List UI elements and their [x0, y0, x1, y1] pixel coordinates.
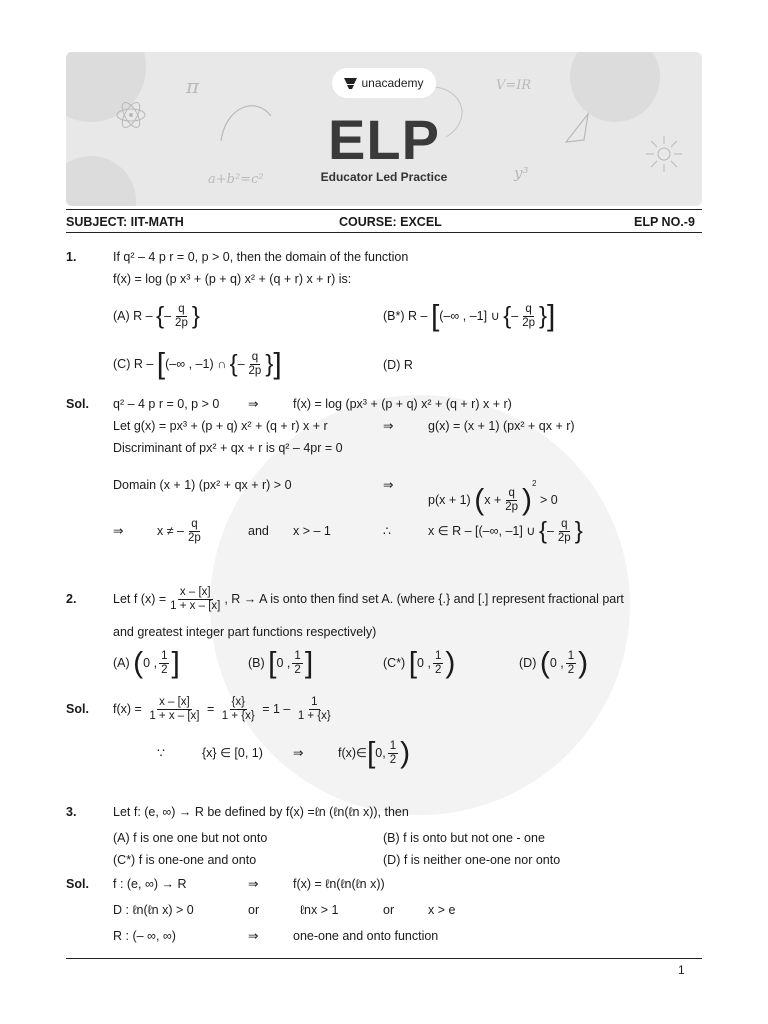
- exponent: 2: [532, 479, 537, 488]
- option-a: (A) R – {– $\frac{q}{2p}$ }: [113, 302, 200, 330]
- interval: (–∞ , –1] ∪: [439, 309, 500, 323]
- implies-symbol: ⇒: [248, 397, 259, 411]
- question-number: 1.: [66, 250, 77, 264]
- fraction: $\frac{q}{2p}$: [557, 518, 571, 545]
- solution-label: Sol.: [66, 702, 89, 716]
- solution-step: f(x) = ℓn(ℓn(ℓn x)): [293, 877, 385, 891]
- solution-step: q² – 4 p r = 0, p > 0: [113, 397, 220, 411]
- elp-title: ELP: [328, 108, 440, 171]
- solution-step: Discriminant of px² + qx + r is q² – 4pr = 0: [113, 441, 343, 455]
- fraction: $\frac{x - [x]}{1 + x - [x]}$: [149, 696, 200, 723]
- question-text: Let f (x) = $\frac{x - [x]}{1 + x - [x]}$ , R → A is onto then find set A. (where {.} and [.] represent fractional part: [113, 586, 624, 613]
- decor-pi: π: [186, 74, 200, 98]
- fraction: $\frac{q}{2p}$: [188, 518, 201, 545]
- brand-name: unacademy: [361, 76, 424, 90]
- implies-symbol: ⇒: [383, 419, 394, 433]
- fraction: $\frac{1}{2}$: [294, 650, 301, 677]
- fraction: $\frac{1}{2}$: [161, 650, 168, 677]
- option-b: (B) [0 , $\frac{1}{2}$ ]: [248, 646, 314, 680]
- decor-equation: a+b²=c²: [208, 172, 264, 187]
- fraction: $\frac{q}{2p}$: [248, 351, 262, 378]
- solution-step: g(x) = (x + 1) (px² + qx + r): [428, 419, 575, 433]
- fraction: $\frac{x - [x]}{1 + x - [x]}$: [170, 586, 221, 613]
- solution-step: f(x) = log (px³ + (p + q) x² + (q + r) x + r): [293, 397, 512, 411]
- unacademy-logo: [332, 68, 436, 98]
- option-b: (B) f is onto but not one - one: [383, 831, 545, 845]
- elp-number: ELP NO.-9: [634, 215, 695, 229]
- solution-step: D : ℓn(ℓn x) > 0: [113, 903, 194, 917]
- option-label: (B*) R –: [383, 309, 428, 323]
- solution-step: one-one and onto function: [293, 929, 439, 943]
- solution-step: {x} ∈ [0, 1): [202, 746, 263, 760]
- or-word: or: [383, 903, 395, 917]
- minus-sign: –: [164, 309, 172, 323]
- fraction: $\frac{\{x\}}{1 + \{x\}}$: [221, 696, 255, 723]
- solution-label: Sol.: [66, 397, 89, 411]
- option-d: (D) R: [383, 358, 413, 372]
- or-word: or: [248, 903, 260, 917]
- unacademy-logo-icon: [344, 78, 357, 89]
- option-c: (C*) f is one-one and onto: [113, 853, 257, 867]
- solution-step: ℓnx > 1: [300, 903, 339, 917]
- question-number: 2.: [66, 592, 77, 606]
- implies-symbol: ⇒: [113, 524, 124, 538]
- fraction: $\frac{1}{2}$: [567, 650, 575, 677]
- implies-symbol: ⇒: [383, 478, 394, 492]
- because-symbol: ∵: [157, 746, 165, 760]
- question-number: 3.: [66, 805, 77, 819]
- question-text: and greatest integer part functions respectively): [113, 625, 377, 639]
- implies-symbol: ⇒: [293, 746, 304, 760]
- option-d: (D) (0 , $\frac{1}{2}$ ): [519, 646, 589, 680]
- option-a: (A) (0 , $\frac{1}{2}$ ]: [113, 646, 180, 680]
- option-c: (C) R – [(–∞ , –1) ∩ {– $\frac{q}{2p}$ }]: [113, 347, 282, 381]
- therefore-symbol: ∴: [383, 524, 391, 538]
- course-label: COURSE: EXCEL: [339, 215, 442, 229]
- question-text: If q² – 4 p r = 0, p > 0, then the domain of the function: [113, 250, 409, 264]
- solution-step: p(x + 1) (x + $\frac{q}{2p}$ )$^2$ > 0: [428, 479, 558, 517]
- solution-step: f(x)∈[0, $\frac{1}{2}$ ): [338, 736, 411, 770]
- solution-step: x > e: [428, 903, 456, 917]
- option-a: (A) f is one one but not onto: [113, 831, 268, 845]
- elp-banner: [66, 52, 702, 206]
- fraction: $\frac{1}{1 + \{x\}}$: [297, 696, 331, 723]
- solution-label: Sol.: [66, 877, 89, 891]
- page-number: 1: [678, 963, 685, 977]
- decor-ohms-law: V=IR: [496, 78, 532, 93]
- implies-symbol: ⇒: [248, 929, 259, 943]
- fraction: $\frac{q}{2p}$: [175, 303, 188, 330]
- solution-step: R : (– ∞, ∞): [113, 929, 176, 943]
- solution-step: x ≠ – $\frac{q}{2p}$: [157, 518, 201, 545]
- and-word: and: [248, 524, 269, 538]
- fraction: $\frac{q}{2p}$: [505, 487, 519, 514]
- footer-rule: [66, 958, 702, 959]
- solution-step: f(x) = $\frac{x - [x]}{1 + x - [x]}$ = $\frac{\{x\}}{1 + \{x\}}$ = 1 – $\frac{1}{1 + \{x\}}$: [113, 696, 331, 723]
- header-top-rule: [66, 209, 702, 210]
- solution-step: x ∈ R – [(–∞, –1] ∪ {– $\frac{q}{2p}$ }: [428, 517, 583, 545]
- decor-y-cubed: y³: [514, 164, 529, 182]
- solution-step: Domain (x + 1) (px² + qx + r) > 0: [113, 478, 292, 492]
- fraction: $\frac{q}{2p}$: [522, 303, 535, 330]
- option-c: (C*) [0 , $\frac{1}{2}$ ): [383, 646, 456, 680]
- option-label: (A) R –: [113, 309, 153, 323]
- solution-step: Let g(x) = px³ + (p + q) x² + (q + r) x + r: [113, 419, 328, 433]
- header-bottom-rule: [66, 232, 702, 233]
- option-d: (D) f is neither one-one nor onto: [383, 853, 561, 867]
- fraction: $\frac{1}{2}$: [389, 740, 397, 767]
- fraction: $\frac{1}{2}$: [434, 650, 442, 677]
- option-b: (B*) R – [(–∞ , –1] ∪ {– $\frac{q}{2p}$ }]: [383, 299, 556, 333]
- question-text: Let f: (e, ∞) → R be defined by f(x) =ℓn (ℓn(ℓn x)), then: [113, 805, 409, 819]
- solution-step: f : (e, ∞) → R: [113, 877, 187, 891]
- interval: (–∞ , –1) ∩: [165, 357, 227, 371]
- option-label: (C) R –: [113, 357, 154, 371]
- question-text: f(x) = log (p x³ + (p + q) x² + (q + r) x + r) is:: [113, 272, 352, 286]
- solution-step: x > – 1: [293, 524, 331, 538]
- subject-label: SUBJECT: IIT-MATH: [66, 215, 184, 229]
- elp-subtitle: Educator Led Practice: [320, 170, 448, 184]
- implies-symbol: ⇒: [248, 877, 259, 891]
